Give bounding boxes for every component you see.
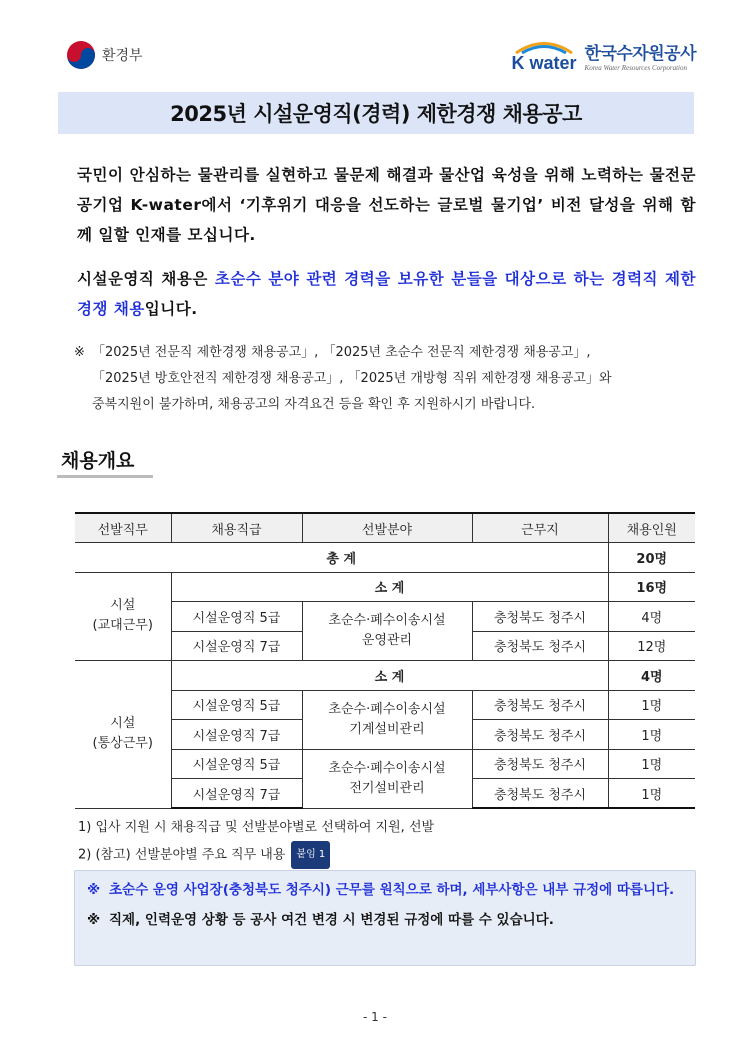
location-cell: 충청북도 청주시	[472, 690, 608, 720]
note-line-1: 「2025년 전문직 제한경쟁 채용공고」, 「2025년 초순수 전문직 제한경쟁 채용공고」,	[92, 345, 591, 360]
group-job-line-1: 시설	[110, 716, 136, 732]
note-mark: ※	[74, 345, 85, 360]
page-number: - 1 -	[363, 1010, 387, 1024]
intro-text-2-prefix: 시설운영직 채용은	[77, 270, 215, 288]
field-line-1: 초순수·폐수이송시설	[328, 760, 446, 776]
field-line-2: 기계설비관리	[349, 721, 425, 737]
kwater-english-name: Korea Water Resources Corporation	[584, 64, 688, 72]
field-cell	[302, 690, 472, 749]
footnote-1: 1) 입사 지원 시 채용직급 및 선발분야별로 선택하여 지원, 선발	[78, 820, 435, 835]
page-title: 2025년 시설운영직(경력) 제한경쟁 채용공고	[170, 102, 582, 126]
count-cell: 1명	[608, 720, 695, 750]
grade-cell: 시설운영직 5급	[171, 749, 302, 779]
notice-1: 초순수 운영 사업장(충청북도 청주시) 근무를 원칙으로 하며, 세부사항은 내부 규정에 따릅니다.	[109, 882, 675, 898]
footnote-2: 2) (참고) 선발분야별 주요 직무 내용	[78, 847, 286, 863]
title-bar	[58, 92, 694, 134]
field-line-1: 초순수·폐수이송시설	[328, 613, 446, 628]
table-row	[75, 661, 695, 691]
note-line-3: 중복지원이 불가하며, 채용공고의 자격요건 등을 확인 후 지원하시기 바랍니다.	[92, 397, 536, 412]
taegeuk-emblem-icon	[66, 40, 96, 70]
intro-text-2-suffix: 입니다.	[144, 300, 198, 318]
header-field: 선발분야	[302, 513, 472, 543]
count-cell: 1명	[608, 749, 695, 779]
notice-mark: ※	[87, 912, 101, 928]
header-job: 선발직무	[75, 513, 171, 543]
intro-text-1: 국민이 안심하는 물관리를 실현하고 물문제 해결과 물산업 육성을 위해 노력하는 물전문 공기업 K-water에서 ‘기후위기 대응을 선도하는 글로벌 물기업’ 비전 달성을 위해 함께 일할 인재를 모십니다.	[77, 166, 696, 244]
subtotal-value: 16명	[608, 572, 695, 602]
table-header-row	[75, 513, 695, 543]
grade-cell: 시설운영직 5급	[171, 690, 302, 720]
intro-paragraph-1	[55, 160, 696, 250]
field-line-1: 초순수·폐수이송시설	[328, 701, 446, 717]
notice-2: 직제, 인력운영 상황 등 공사 여건 변경 시 변경된 규정에 따를 수 있습니다.	[109, 912, 554, 928]
kwater-name: 한국수자원공사	[584, 44, 696, 64]
location-cell: 충청북도 청주시	[472, 779, 608, 809]
count-cell: 1명	[608, 690, 695, 720]
table-total-row	[75, 543, 695, 573]
field-line-2: 전기설비관리	[349, 780, 425, 796]
table-footnotes	[78, 815, 434, 869]
group-job-regular	[75, 661, 171, 809]
subtotal-label: 소 계	[171, 661, 608, 691]
count-cell: 12명	[608, 631, 695, 661]
location-cell: 충청북도 청주시	[472, 749, 608, 779]
header-count: 채용인원	[608, 513, 695, 543]
duplicate-application-note	[74, 340, 698, 418]
attachment-badge: 붙임 1	[291, 841, 330, 869]
notice-box	[74, 870, 696, 966]
total-value: 20명	[608, 543, 695, 573]
count-cell: 1명	[608, 779, 695, 809]
group-job-line-2: (통상근무)	[92, 736, 153, 752]
group-job-line-1: 시설	[110, 598, 136, 614]
location-cell: 충청북도 청주시	[472, 720, 608, 750]
header-location: 근무지	[472, 513, 608, 543]
notice-mark: ※	[87, 882, 101, 898]
group-job-shift	[75, 572, 171, 661]
recruitment-table	[75, 512, 695, 809]
subtotal-value: 4명	[608, 661, 695, 691]
field-line-2: 운영관리	[361, 633, 413, 648]
intro-paragraph-2	[55, 264, 696, 324]
header-grade: 채용직급	[171, 513, 302, 543]
location-cell: 충청북도 청주시	[472, 631, 608, 661]
section-title: 채용개요	[61, 450, 135, 472]
field-cell	[302, 602, 472, 661]
grade-cell: 시설운영직 7급	[171, 720, 302, 750]
grade-cell: 시설운영직 7급	[171, 779, 302, 809]
ministry-name: 환경부	[102, 48, 143, 64]
intro-text-2-highlight: 초순수 분야 관련 경력을 보유한 분들을 대상으로 하는 경력직 제한경쟁 채용	[77, 270, 697, 318]
kwater-logo	[512, 38, 697, 72]
field-cell	[302, 749, 472, 808]
kwater-mark	[512, 38, 577, 72]
section-heading	[57, 442, 153, 478]
total-label: 총 계	[75, 543, 608, 573]
subtotal-label: 소 계	[171, 572, 608, 602]
kwater-wave-icon	[512, 38, 576, 54]
group-job-line-2: (교대근무)	[92, 618, 153, 634]
ministry-logo	[66, 40, 143, 70]
note-line-2: 「2025년 방호안전직 제한경쟁 채용공고」, 「2025년 개방형 직위 제한경쟁 채용공고」와	[92, 371, 612, 386]
kwater-wordmark: K water	[511, 53, 577, 73]
grade-cell: 시설운영직 5급	[171, 602, 302, 632]
table-row	[75, 572, 695, 602]
location-cell: 충청북도 청주시	[472, 602, 608, 632]
count-cell: 4명	[608, 602, 695, 632]
grade-cell: 시설운영직 7급	[171, 631, 302, 661]
